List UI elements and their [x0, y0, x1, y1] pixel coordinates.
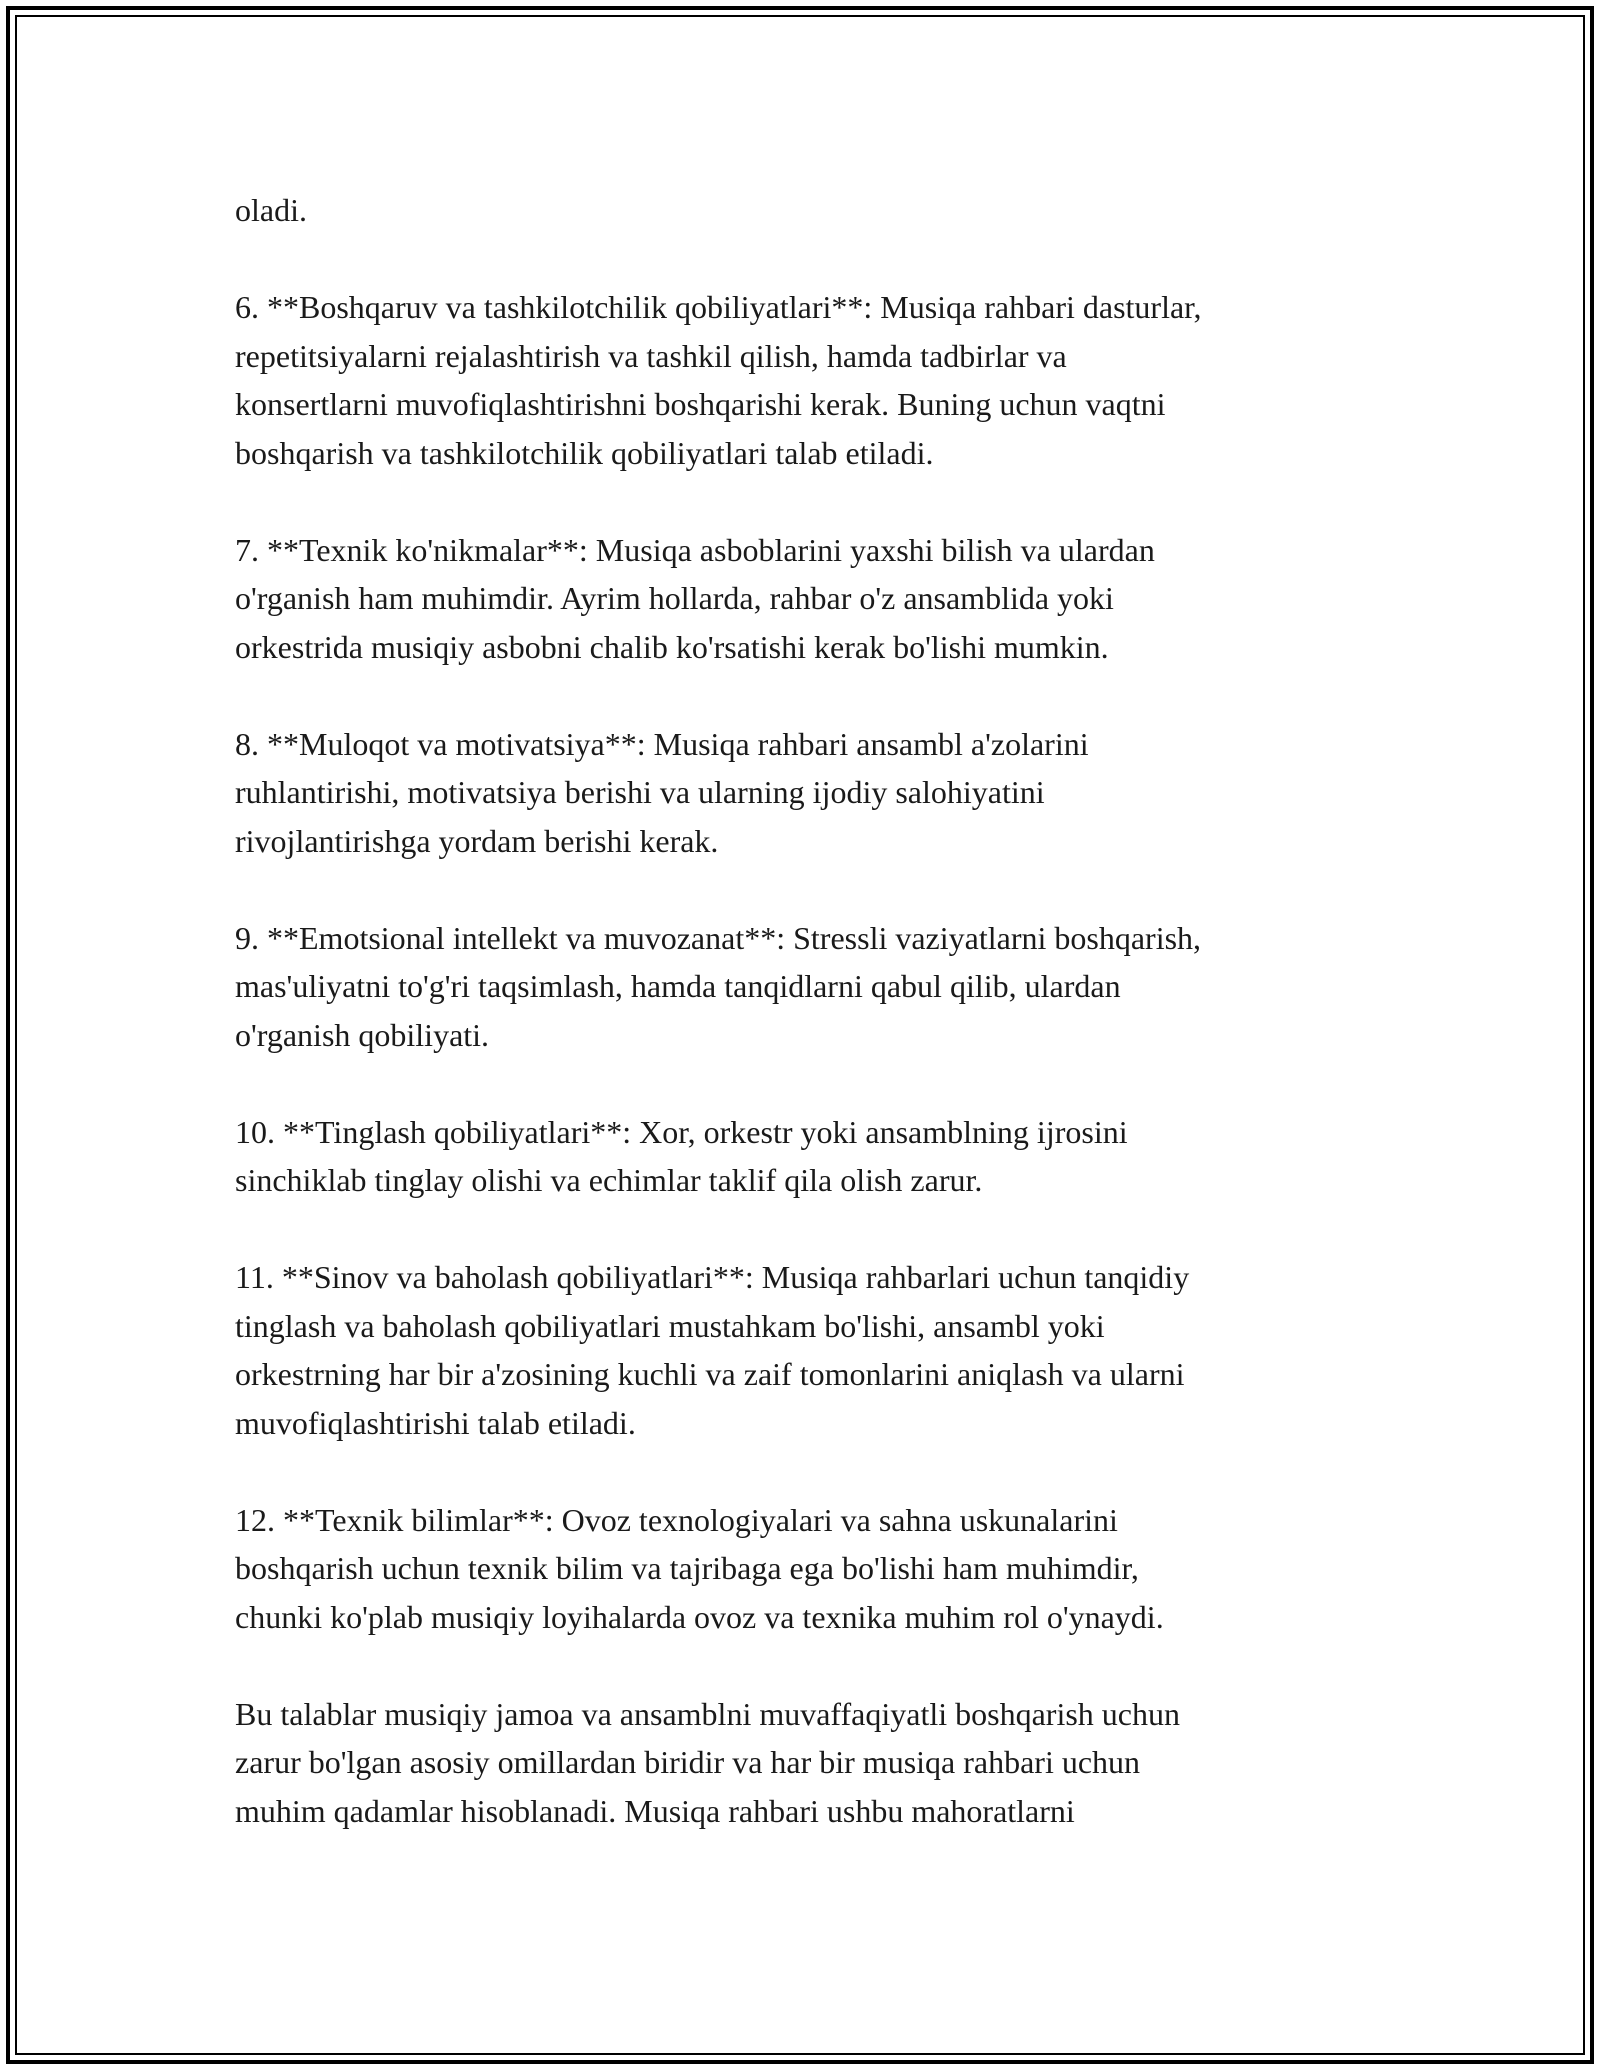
paragraph-item-9 [235, 914, 1365, 1060]
text-line: oladi. [235, 192, 307, 228]
paragraph-item-10 [235, 1108, 1365, 1205]
paragraph-item-12 [235, 1496, 1365, 1642]
text-line: o'rganish ham muhimdir. Ayrim hollarda, rahbar o'z ansamblida yoki [235, 580, 1114, 616]
text-line: boshqarish va tashkilotchilik qobiliyatlari talab etiladi. [235, 434, 934, 471]
text-line: 7. **Texnik ko'nikmalar**: Musiqa asboblarini yaxshi bilish va ulardan [235, 531, 1155, 568]
paragraph-item-6 [235, 283, 1365, 477]
text-line: zarur bo'lgan asosiy omillardan biridir va har bir musiqa rahbari uchun [235, 1744, 1141, 1780]
text-line: ruhlantirishi, motivatsiya berishi va ularning ijodiy salohiyatini [235, 774, 1045, 810]
text-line: 12. **Texnik bilimlar**: Ovoz texnologiyalari va sahna uskunalarini [235, 1501, 1118, 1538]
text-line: chunki ko'plab musiqiy loyihalarda ovoz va texnika muhim rol o'ynaydi. [235, 1598, 1164, 1635]
text-line: mas'uliyatni to'g'ri taqsimlash, hamda tanqidlarni qabul qilib, ulardan [235, 968, 1121, 1004]
text-line: muvofiqlashtirishi talab etiladi. [235, 1404, 636, 1441]
text-line: orkestrida musiqiy asbobni chalib ko'rsatishi kerak bo'lishi mumkin. [235, 628, 1109, 665]
text-line: repetitsiyalarni rejalashtirish va tashkil qilish, hamda tadbirlar va [235, 337, 1067, 374]
text-line: o'rganish qobiliyati. [235, 1016, 490, 1053]
text-line: orkestrning har bir a'zosining kuchli va zaif tomonlarini aniqlash va ularni [235, 1356, 1185, 1392]
paragraph-conclusion [235, 1690, 1365, 1836]
paragraph-item-7 [235, 526, 1365, 672]
text-line: muhim qadamlar hisoblanadi. Musiqa rahbari ushbu mahoratlarni [235, 1792, 1075, 1829]
text-line: rivojlantirishga yordam berishi kerak. [235, 822, 719, 859]
text-line: 10. **Tinglash qobiliyatlari**: Xor, orkestr yoki ansamblning ijrosini [235, 1113, 1128, 1150]
paragraph-item-8 [235, 720, 1365, 866]
text-line: boshqarish uchun texnik bilim va tajribaga ega bo'lishi ham muhimdir, [235, 1550, 1139, 1586]
text-line: 6. **Boshqaruv va tashkilotchilik qobiliyatlari**: Musiqa rahbari dasturlar, [235, 289, 1202, 325]
text-line: 11. **Sinov va baholash qobiliyatlari**: Musiqa rahbarlari uchun tanqidiy [235, 1259, 1190, 1295]
text-line: 8. **Muloqot va motivatsiya**: Musiqa rahbari ansambl a'zolarini [235, 725, 1089, 762]
text-line: sinchiklab tinglay olishi va echimlar taklif qila olish zarur. [235, 1162, 983, 1198]
text-line: konsertlarni muvofiqlashtirishni boshqarishi kerak. Buning uchun vaqtni [235, 386, 1166, 422]
text-line: Bu talablar musiqiy jamoa va ansamblni muvaffaqiyatli boshqarish uchun [235, 1695, 1180, 1732]
text-line: tinglash va baholash qobiliyatlari mustahkam bo'lishi, ansambl yoki [235, 1307, 1105, 1344]
paragraph-continuation [235, 186, 1365, 235]
document-body [235, 186, 1365, 1884]
text-line: 9. **Emotsional intellekt va muvozanat**: Stressli vaziyatlarni boshqarish, [235, 919, 1202, 956]
paragraph-item-11 [235, 1253, 1365, 1447]
